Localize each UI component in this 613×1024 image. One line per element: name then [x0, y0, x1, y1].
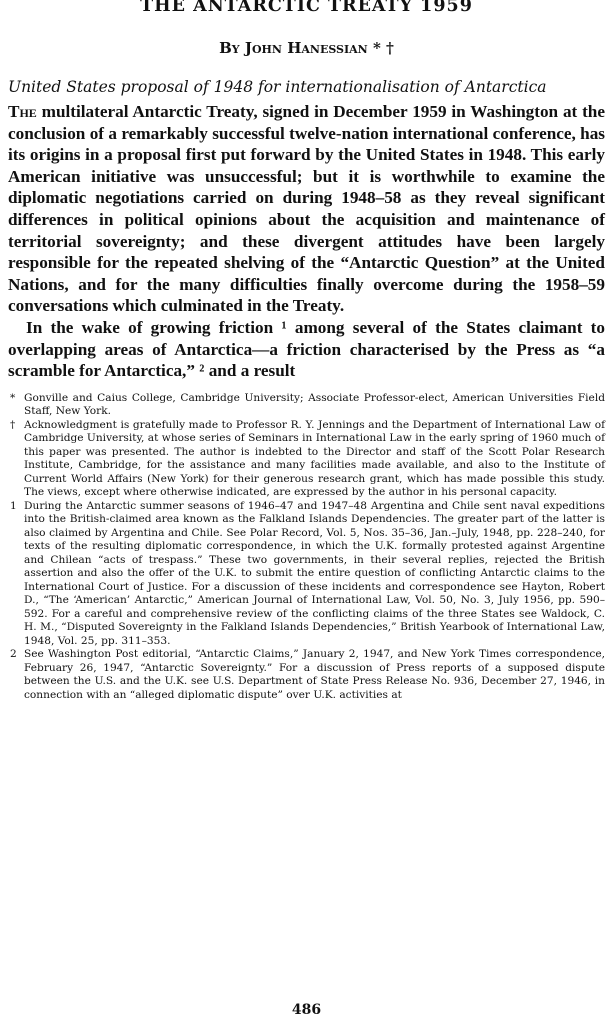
paragraph-1-text: multilateral Antarctic Treaty, signed in December 1959 in Washington at the conclusion of a remarkably successful twelve-nation international conference, has its origins in a proposal first put forward by the United States in 1948. This early American initiative was unsuccessful; but it is worthwhile to examine the diplomatic negotiations carried on during 1948–58 as they reveal significant differences in political opinions about the acquisition and maintenance of territorial sovereignty; and these divergent attitudes have been largely responsible for the repeated shelving of the “Antarctic Question” at the United Nations, and for the many difficulties finally overcome during the 1958–59 conversations which culminated in the Treaty.	[8, 102, 605, 316]
body-paragraph-1	[8, 101, 605, 317]
author-line: By John Hanessian * †	[219, 39, 394, 57]
footnote-text: See Washington Post editorial, “Antarctic Claims,” January 2, 1947, and New York Times correspondence, February 26, 1947, “Antarctic Sovereignty.” For a discussion of Press reports of a supposed dispute between the U.S. and the U.K. see U.S. Department of State Press Release No. 936, December 27, 1946, in connection with an “alleged diplomatic dispute” over U.K. activities at	[24, 648, 605, 701]
footnotes	[8, 392, 605, 703]
footnote-1	[8, 500, 605, 649]
footnote-mark: †	[10, 418, 16, 431]
paragraph-lead-word: The	[8, 102, 37, 121]
body-paragraph-2: In the wake of growing friction ¹ among several of the States claimant to overlapping areas of Antarctica—a friction characterised by the Press as “a scramble for Antarctica,” ² and a result	[8, 317, 605, 381]
footnote-acknowledgment	[8, 419, 605, 500]
footnote-mark: 2	[10, 648, 17, 661]
footnote-mark: 1	[10, 499, 17, 512]
footnote-text: Gonville and Caius College, Cambridge University; Associate Professor-elect, American Universities Field Staff, New York.	[24, 391, 605, 418]
footnote-2	[8, 648, 605, 702]
footnote-text: During the Antarctic summer seasons of 1946–47 and 1947–48 Argentina and Chile sent naval expeditions into the British-claimed area known as the Falkland Islands Dependencies. The greater part of the latter is also claimed by Argentina and Chile. See Polar Record, Vol. 5, Nos. 35–36, Jan.–July, 1948, pp. 228–240, for texts of the resulting diplomatic correspondence, in which the U.K. formally protested against Argentine and Chilean “acts of trespass.” These two governments, in their several replies, rejected the British assertion and also the offer of the U.K. to submit the entire question of conflicting Antarctic claims to the International Court of Justice. For a discussion of these incidents and correspondence see Hayton, Robert D., “The ‘American’ Antarctic,” American Journal of International Law, Vol. 50, No. 3, July 1956, pp. 590–592. For a careful and comprehensive review of the conflicting claims of the three States see Waldock, C. H. M., “Disputed Sovereignty in the Falkland Islands Dependencies,” British Yearbook of International Law, 1948, Vol. 25, pp. 311–353.	[24, 499, 605, 647]
footnote-mark: *	[10, 391, 16, 404]
article-title: THE ANTARCTIC TREATY 1959	[140, 0, 473, 16]
page-number: 486	[291, 1002, 322, 1018]
section-heading: United States proposal of 1948 for internationalisation of Antarctica	[8, 78, 547, 96]
footnote-text: Acknowledgment is gratefully made to Professor R. Y. Jennings and the Department of International Law of Cambridge University, at whose series of Seminars in International Law in the early spring of 1960 much of this paper was presented. The author is indebted to the Director and staff of the Scott Polar Research Institute, Cambridge, for the assistance and many facilities made available, and also to the Institute of Current World Affairs (New York) for their generous research grant, which has made possible this study. The views, except where otherwise indicated, are expressed by the author in his personal capacity.	[24, 418, 605, 499]
footnote-author	[8, 392, 605, 419]
